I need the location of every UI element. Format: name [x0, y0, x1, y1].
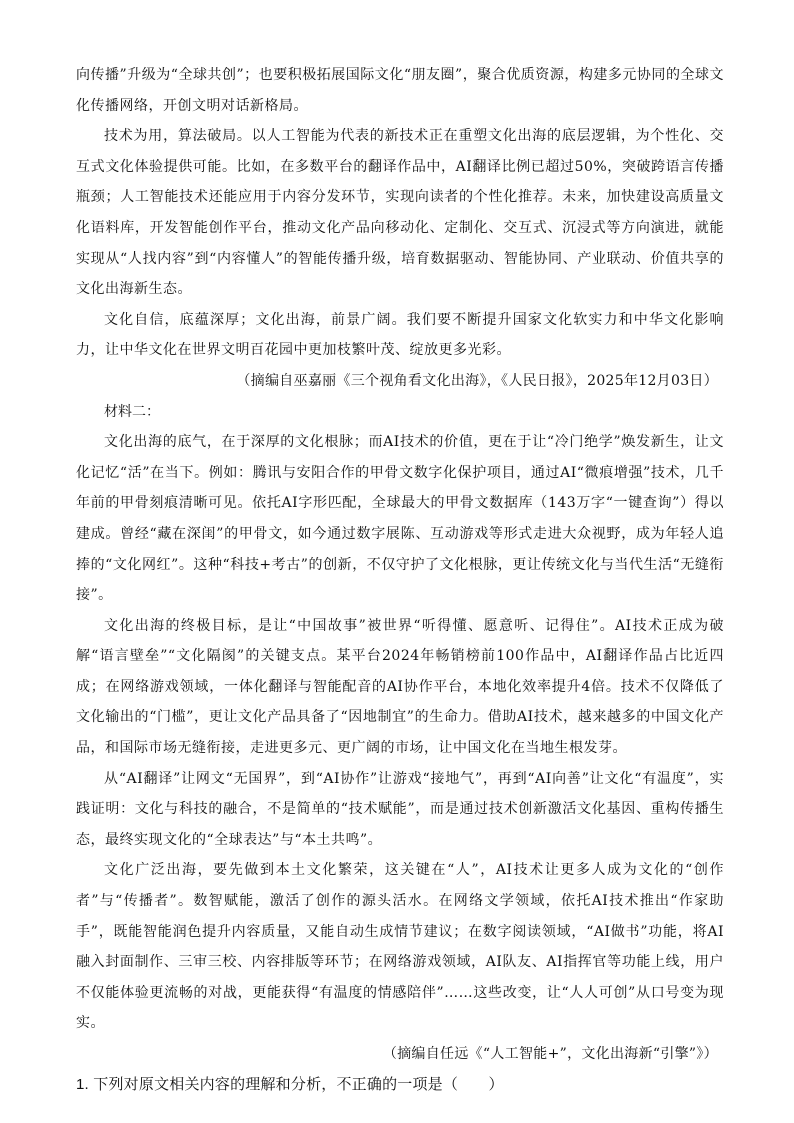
paragraph-m2-2: 文化出海的终极目标，是让“中国故事”被世界“听得懂、愿意听、记得住”。AI技术正成为破解“语言壁垒”“文化隔阂”的关键支点。某平台2024年畅销榜前100作品中，AI翻译作品占比近四成；在网络游戏领域，一体化翻译与智能配音的AI协作平台，本地化效率提升4倍。技术不仅降低了文化输出的“门槛”，更让文化产品具备了“因地制宜”的生命力。借助AI技术，越来越多的中国文化产品，和国际市场无缝衔接，走进更多元、更广阔的市场，让中国文化在当地生根发芽。 — [76, 617, 724, 757]
document-page — [76, 60, 724, 1100]
question-1: 1. 下列对原文相关内容的理解和分析，不正确的一项是（ ） — [76, 1075, 504, 1093]
source-citation-2: （摘编自任远《“人工智能+”，文化出海新“引擎”》） — [382, 1046, 718, 1062]
paragraph-top-1: 向传播”升级为“全球共创”；也要积极拓展国际文化“朋友圈”，聚合优质资源，构建多元协同的全球文化传播网络，开创文明对话新格局。 — [76, 67, 724, 114]
paragraph-top-2: 技术为用，算法破局。以人工智能为代表的新技术正在重塑文化出海的底层逻辑，为个性化、交互式文化体验提供可能。比如，在多数平台的翻译作品中，AI翻译比例已超过50%，突破跨语言传播瓶颈；人工智能技术还能应用于内容分发环节，实现向读者的个性化推荐。未来，加快建设高质量文化语料库，开发智能创作平台，推动文化产品向移动化、定制化、交互式、沉浸式等方向演进，就能实现从“人找内容”到“内容懂人”的智能传播升级，培育数据驱动、智能协同、产业联动、价值共享的文化出海新生态。 — [76, 128, 724, 298]
paragraph-m2-3: 从“AI翻译”让网文“无国界”，到“AI协作”让游戏“接地气”，再到“AI向善”让文化“有温度”，实践证明：文化与科技的融合，不是简单的“技术赋能”，而是通过技术创新激活文化基因、重构传播生态，最终实现文化的“全球表达”与“本土共鸣”。 — [76, 770, 724, 848]
material-2-label: 材料二： — [104, 403, 160, 420]
source-citation-1: （摘编自巫嘉丽《三个视角看文化出海》，《人民日报》，2025年12月03日） — [236, 372, 718, 389]
paragraph-m2-1: 文化出海的底气，在于深厚的文化根脉；而AI技术的价值，更在于让“冷门绝学”焕发新生，让文化记忆“活”在当下。例如：腾讯与安阳合作的甲骨文数字化保护项目，通过AI“微痕增强”技术，几千年前的甲骨刻痕清晰可见。依托AI字形匹配，全球最大的甲骨文数据库（143万字“一键查询”）得以建成。曾经“藏在深闺”的甲骨文，如今通过数字展陈、互动游戏等形式走进大众视野，成为年轻人追捧的“文化网红”。这种“科技+考古”的创新，不仅守护了文化根脉，更让传统文化与当代生活“无缝衔接”。 — [76, 434, 724, 604]
paragraph-top-3: 文化自信，底蕴深厚；文化出海，前景广阔。我们要不断提升国家文化软实力和中华文化影响力，让中华文化在世界文明百花园中更加枝繁叶茂、绽放更多光彩。 — [76, 311, 724, 359]
paragraph-m2-4: 文化广泛出海，要先做到本土文化繁荣，这关键在“人”，AI技术让更多人成为文化的“创作者”与“传播者”。数智赋能，激活了创作的源头活水。在网络文学领域，依托AI技术推出“作家助手”，既能智能润色提升内容质量，又能自动生成情节建议；在数字阅读领域，“AI做书”功能，将AI融入封面制作、三审三校、内容排版等环节；在网络游戏领域，AI队友、AI指挥官等功能上线，用户不仅能体验更流畅的对战，更能获得“有温度的情感陪伴”……这些改变，让“人人可创”从口号变为现实。 — [76, 862, 724, 1032]
